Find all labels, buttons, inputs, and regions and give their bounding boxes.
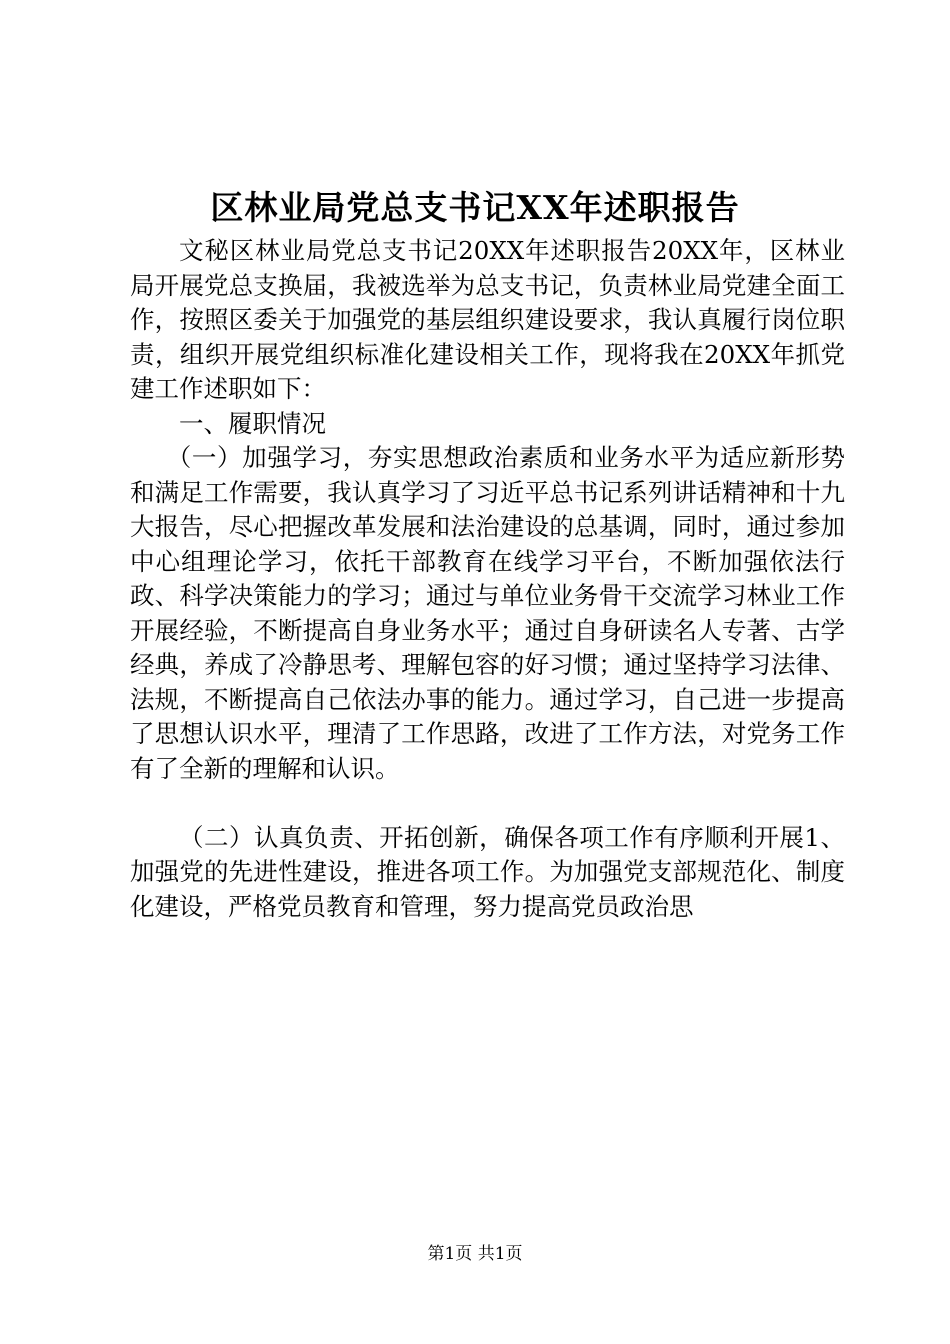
study-paragraph: （一）加强学习，夯实思想政治素质和业务水平为适应新形势和满足工作需要，我认真学习了习近平总书记系列讲话精神和十九大报告，尽心把握改革发展和法治建设的总基调，同时，通过参加中心组理论学习，依托干部教育在线学习平台，不断加强依法行政、科学决策能力的学习；通过与单位业务骨干交流学习林业工作开展经验，不断提高自身业务水平；通过自身研读名人专著、古学经典，养成了冷静思考、理解包容的好习惯；通过坚持学习法律、法规，不断提高自己依法办事的能力。通过学习，自己进一步提高了思想认识水平，理清了工作思路，改进了工作方法，对党务工作有了全新的理解和认识。 [130, 443, 845, 783]
paragraph-spacer [130, 786, 845, 821]
work-paragraph: （二）认真负责、开拓创新，确保各项工作有序顺利开展1、加强党的先进性建设，推进各项工作。为加强党支部规范化、制度化建设，严格党员教育和管理，努力提高党员政治思 [130, 822, 845, 921]
section-heading: 一、履职情况 [179, 408, 326, 438]
intro-paragraph: 文秘区林业局党总支书记20XX年述职报告20XX年，区林业局开展党总支换届，我被选举为总支书记，负责林业局党建全面工作，按照区委关于加强党的基层组织建设要求，我认真履行岗位职责，组织开展党组织标准化建设相关工作，现将我在20XX年抓党建工作述职如下： [130, 236, 845, 403]
document-title: 区林业局党总支书记XX年述职报告 [210, 188, 740, 227]
document-body [130, 234, 845, 924]
page-footer: 第1页 共1页 [427, 1244, 523, 1264]
